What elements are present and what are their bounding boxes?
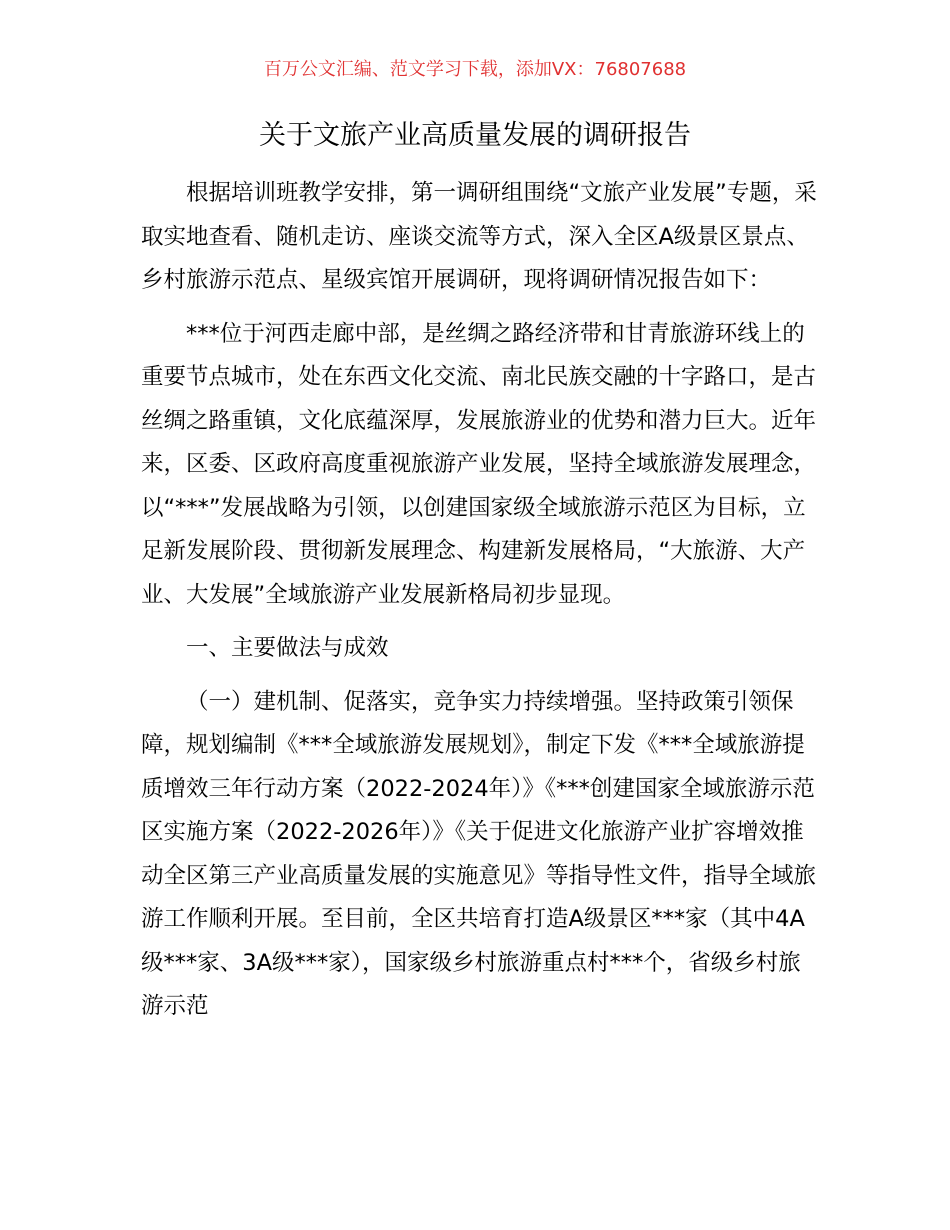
- paragraph-background: ***位于河西走廊中部，是丝绸之路经济带和甘青旅游环线上的重要节点城市，处在东西文化交流、南北民族交融的十字路口，是古丝绸之路重镇，文化底蕴深厚，发展旅游业的优势和潜力巨大。近年来，区委、区政府高度重视旅游产业发展，坚持全域旅游发展理念，以“***”发展战略为引领，以创建国家级全域旅游示范区为目标，立足新发展阶段、贯彻新发展理念、构建新发展格局，“大旅游、大产业、大发展”全域旅游产业发展新格局初步显现。: [141, 320, 817, 608]
- paragraph-intro: 根据培训班教学安排，第一调研组围绕“文旅产业发展”专题，采取实地查看、随机走访、座谈交流等方式，深入全区A级景区景点、乡村旅游示范点、星级宾馆开展调研，现将调研情况报告如下：: [141, 180, 817, 293]
- section-heading: 一、主要做法与成效: [186, 635, 389, 661]
- watermark-text: 百万公文汇编、范文学习下载，添加VX：76807688: [263, 59, 687, 80]
- document-body: [141, 172, 821, 1029]
- paragraph-subsection-1: （一）建机制、促落实，竞争实力持续增强。坚持政策引领保障，规划编制《***全域旅游发展规划》，制定下发《***全域旅游提质增效三年行动方案（2022-2024年）》《***创建国家全域旅游示范区实施方案（2022-2026年）》《关于促进文化旅游产业扩容增效推动全区第三产业高质量发展的实施意见》等指导性文件，指导全域旅游工作顺利开展。至目前，全区共培育打造A级景区***家（其中4A级***家、3A级***家），国家级乡村旅游重点村***个，省级乡村旅游示范: [141, 688, 817, 1019]
- document-title: 关于文旅产业高质量发展的调研报告: [259, 120, 691, 151]
